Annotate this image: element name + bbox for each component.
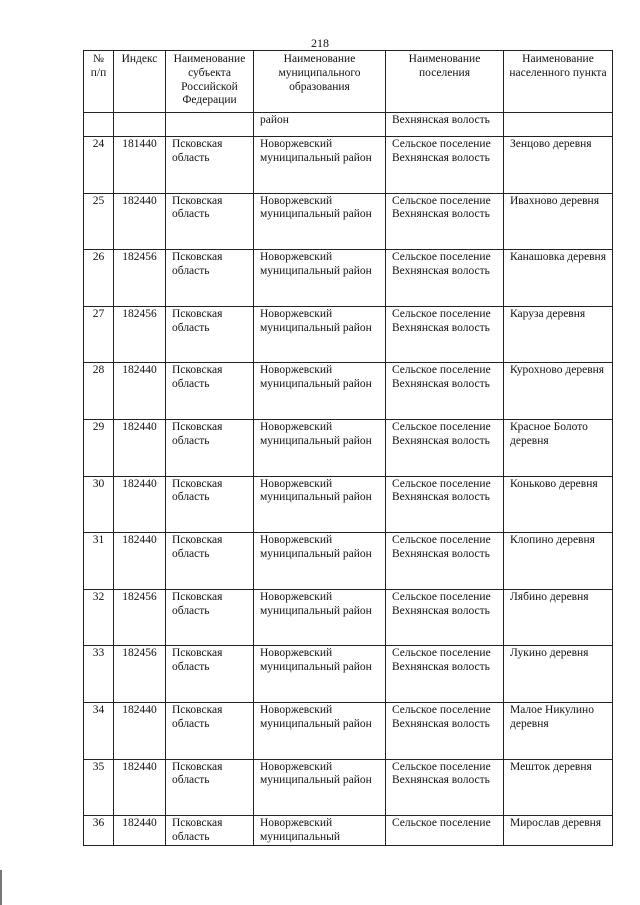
cell-municipality: Новоржевский муниципальный район <box>254 306 386 363</box>
cell-settlement: Сельское поселение Вехнянская волость <box>386 363 504 420</box>
cell-municipality: Новоржевский муниципальный район <box>254 533 386 590</box>
cell-region: Псковская область <box>166 363 254 420</box>
cell-settlement: Сельское поселение Вехнянская волость <box>386 533 504 590</box>
cell-municipality: Новоржевский муниципальный район <box>254 476 386 533</box>
cell-index: 182456 <box>114 250 166 307</box>
cell-index: 182440 <box>114 533 166 590</box>
cell-settlement: Сельское поселение Вехнянская волость <box>386 250 504 307</box>
cell-locality: Красное Болото деревня <box>504 419 613 476</box>
table-row <box>84 533 613 590</box>
table-row <box>84 306 613 363</box>
table-row <box>84 419 613 476</box>
cell-settlement: Сельское поселение Вехнянская волость <box>386 702 504 759</box>
cell-number: 34 <box>84 702 114 759</box>
scan-edge-mark <box>0 870 2 905</box>
cell-index: 182440 <box>114 476 166 533</box>
cell-index: 182440 <box>114 193 166 250</box>
localities-table <box>83 50 613 846</box>
cell-settlement: Сельское поселение Вехнянская волость <box>386 137 504 194</box>
cell-number: 24 <box>84 137 114 194</box>
table-row <box>84 137 613 194</box>
cell-region: Псковская область <box>166 589 254 646</box>
cell-region <box>166 113 254 137</box>
header-number: № п/п <box>84 51 114 113</box>
cell-settlement: Сельское поселение Вехнянская волость <box>386 419 504 476</box>
cell-settlement: Сельское поселение Вехнянская волость <box>386 589 504 646</box>
cell-number: 28 <box>84 363 114 420</box>
cell-municipality: Новоржевский муниципальный район <box>254 646 386 703</box>
cell-region: Псковская область <box>166 533 254 590</box>
cell-index: 182456 <box>114 646 166 703</box>
cell-municipality: район <box>254 113 386 137</box>
table-body <box>84 113 613 846</box>
cell-locality: Каруза деревня <box>504 306 613 363</box>
cell-index: 182456 <box>114 306 166 363</box>
cell-index: 182456 <box>114 589 166 646</box>
cell-region: Псковская область <box>166 476 254 533</box>
cell-number <box>84 113 114 137</box>
table-row <box>84 759 613 816</box>
cell-number: 29 <box>84 419 114 476</box>
table-row <box>84 816 613 846</box>
cell-municipality: Новоржевский муниципальный район <box>254 250 386 307</box>
cell-locality: Коньково деревня <box>504 476 613 533</box>
cell-settlement: Сельское поселение Вехнянская волость <box>386 476 504 533</box>
cell-settlement: Сельское поселение Вехнянская волость <box>386 759 504 816</box>
cell-number: 35 <box>84 759 114 816</box>
cell-number: 31 <box>84 533 114 590</box>
cell-number: 36 <box>84 816 114 846</box>
cell-municipality: Новоржевский муниципальный район <box>254 589 386 646</box>
cell-region: Псковская область <box>166 646 254 703</box>
cell-municipality: Новоржевский муниципальный <box>254 816 386 846</box>
cell-locality: Мирослав деревня <box>504 816 613 846</box>
cell-locality: Лябино деревня <box>504 589 613 646</box>
cell-municipality: Новоржевский муниципальный район <box>254 759 386 816</box>
table-row <box>84 363 613 420</box>
cell-settlement: Вехнянская волость <box>386 113 504 137</box>
cell-region: Псковская область <box>166 193 254 250</box>
table-row <box>84 646 613 703</box>
cell-locality: Лукино деревня <box>504 646 613 703</box>
header-region: Наименование субъекта Российской Федерации <box>166 51 254 113</box>
cell-region: Псковская область <box>166 702 254 759</box>
table-row-continuation <box>84 113 613 137</box>
table-row <box>84 589 613 646</box>
header-municipality: Наименование муниципального образования <box>254 51 386 113</box>
cell-locality: Малое Никулино деревня <box>504 702 613 759</box>
table-header <box>84 51 613 113</box>
cell-locality: Мешток деревня <box>504 759 613 816</box>
cell-locality: Канашовка деревня <box>504 250 613 307</box>
cell-index: 182440 <box>114 816 166 846</box>
page-number: 218 <box>311 36 329 50</box>
cell-index <box>114 113 166 137</box>
cell-settlement: Сельское поселение <box>386 816 504 846</box>
cell-region: Псковская область <box>166 306 254 363</box>
cell-locality: Клопино деревня <box>504 533 613 590</box>
cell-number: 30 <box>84 476 114 533</box>
header-settlement: Наименование поселения <box>386 51 504 113</box>
cell-settlement: Сельское поселение Вехнянская волость <box>386 646 504 703</box>
cell-municipality: Новоржевский муниципальный район <box>254 363 386 420</box>
cell-locality <box>504 113 613 137</box>
cell-region: Псковская область <box>166 759 254 816</box>
cell-locality: Зенцово деревня <box>504 137 613 194</box>
table-row <box>84 702 613 759</box>
cell-region: Псковская область <box>166 419 254 476</box>
cell-number: 32 <box>84 589 114 646</box>
cell-municipality: Новоржевский муниципальный район <box>254 419 386 476</box>
header-index: Индекс <box>114 51 166 113</box>
cell-index: 182440 <box>114 419 166 476</box>
cell-municipality: Новоржевский муниципальный район <box>254 193 386 250</box>
cell-index: 182440 <box>114 702 166 759</box>
cell-number: 26 <box>84 250 114 307</box>
cell-settlement: Сельское поселение Вехнянская волость <box>386 306 504 363</box>
cell-number: 33 <box>84 646 114 703</box>
cell-municipality: Новоржевский муниципальный район <box>254 702 386 759</box>
cell-settlement: Сельское поселение Вехнянская волость <box>386 193 504 250</box>
table-row <box>84 193 613 250</box>
cell-region: Псковская область <box>166 137 254 194</box>
table-row <box>84 250 613 307</box>
cell-region: Псковская область <box>166 816 254 846</box>
cell-locality: Курохново деревня <box>504 363 613 420</box>
cell-region: Псковская область <box>166 250 254 307</box>
cell-locality: Ивахново деревня <box>504 193 613 250</box>
cell-index: 181440 <box>114 137 166 194</box>
table-row <box>84 476 613 533</box>
cell-index: 182440 <box>114 363 166 420</box>
cell-number: 27 <box>84 306 114 363</box>
header-locality: Наименование населенного пункта <box>504 51 613 113</box>
cell-number: 25 <box>84 193 114 250</box>
cell-index: 182440 <box>114 759 166 816</box>
cell-municipality: Новоржевский муниципальный район <box>254 137 386 194</box>
